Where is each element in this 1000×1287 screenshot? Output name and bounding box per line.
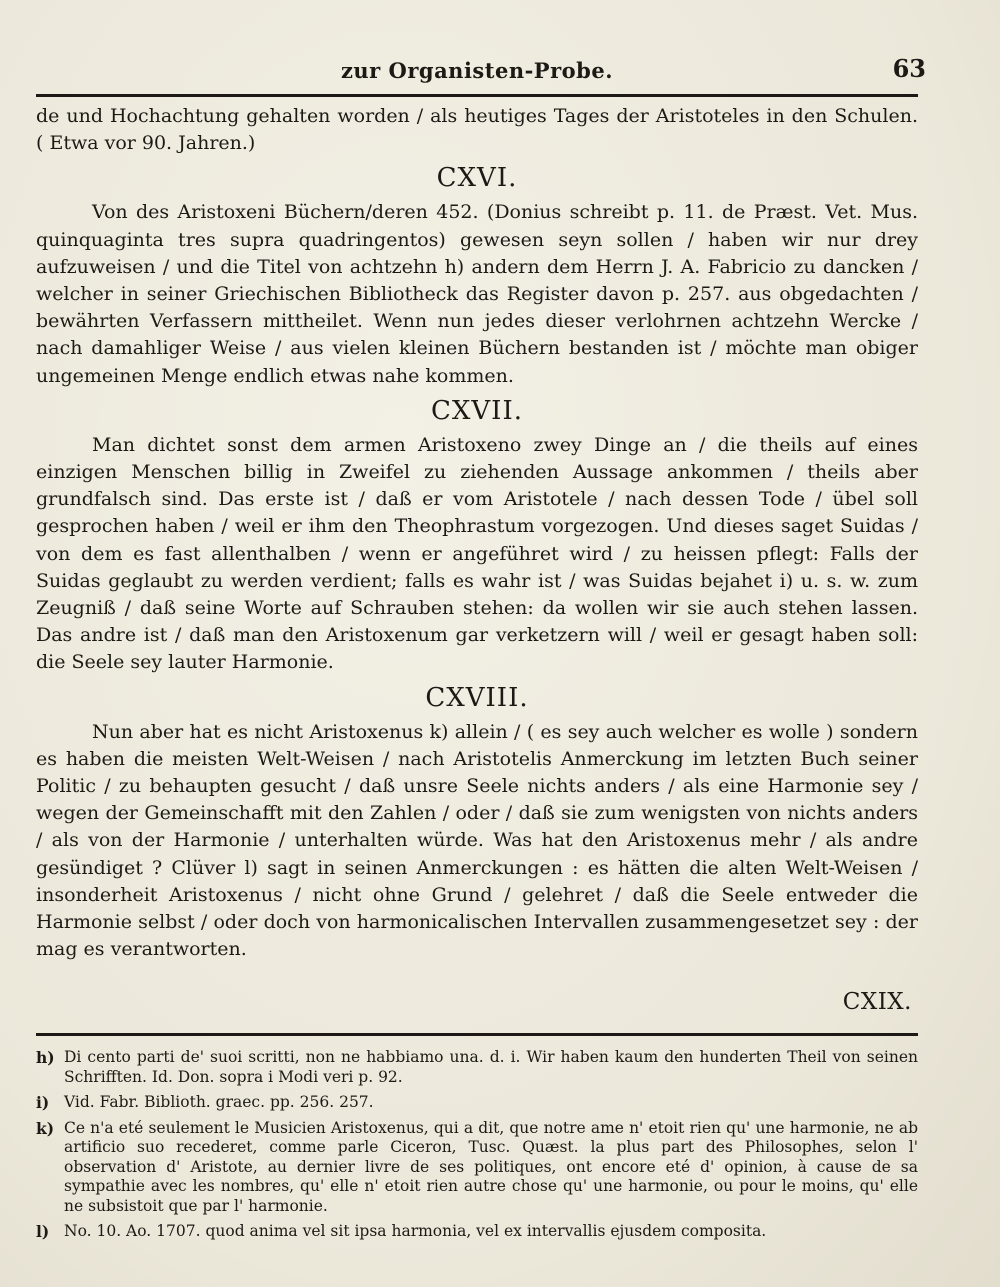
footnote-rule — [36, 1033, 918, 1036]
running-title: zur Organisten-Probe. — [340, 58, 614, 83]
intro-paragraph: de und Hochachtung gehalten worden / als heutiges Tages der Aristoteles in den Schulen. ( Etwa vor 90. Jahren.) — [36, 105, 918, 155]
footnote-text: No. 10. Ao. 1707. quod anima vel sit ipsa harmonia, vel ex intervallis ejusdem composita. — [64, 1222, 767, 1241]
footnote-k — [36, 1119, 918, 1217]
section-heading-cxvii: CXVII. — [431, 395, 523, 426]
section-text-cxvii: Man dichtet sonst dem armen Aristoxeno zwey Dinge an / die theils auf eines einzigen Menschen billig in Zweifel zu ziehenden Aussage ankommen / theils aber grundfalsch sind. Das erste ist / daß er vom Aristotele / nach dessen Tode / übel soll gesprochen haben / weil er ihm den Theophrastum vorgezogen. Und dieses saget Suidas / von dem es fast allenthalben / wenn er angeführet wird / zu heissen pflegt: Falls der Suidas geglaubt zu werden verdient; falls es wahr ist / was Suidas bejahet i) u. s. w. zum Zeugniß / daß seine Worte auf Schrauben stehen: da wollen wir sie auch stehen lassen. Das andre ist / daß man den Aristoxenum gar verketzern will / weil er gesagt haben soll: die Seele sey lauter Harmonie. — [36, 433, 918, 674]
catchword: CXIX. — [842, 989, 912, 1016]
footnote-mark: h) — [36, 1048, 55, 1068]
page-number: 63 — [892, 54, 926, 83]
footnote-text: Vid. Fabr. Biblioth. graec. pp. 256. 257. — [64, 1093, 374, 1112]
footnotes — [36, 1048, 918, 1242]
section-heading-cxvi: CXVI. — [436, 163, 518, 194]
footnote-mark: i) — [36, 1093, 50, 1113]
footnote-text: Di cento parti de' suoi scritti, non ne habbiamo una. d. i. Wir haben kaum den hunderten Theil von seinen Schrifften. Id. Don. sopra i Modi veri p. 92. — [64, 1048, 918, 1086]
footnote-h — [36, 1048, 918, 1087]
header-rule — [36, 94, 918, 97]
catchword-row — [36, 985, 918, 1025]
section-text-cxvi: Von des Aristoxeni Büchern/deren 452. (Donius schreibt p. 11. de Præst. Vet. Mus. quinquaginta tres supra quadringentos) gewesen seyn sollen / haben wir nur drey aufzuweisen / und die Titel von achtzehn h) andern dem Herrn J. A. Fabricio zu dancken / welcher in seiner Griechischen Bibliotheck das Register davon p. 257. aus obgedachten / bewährten Verfassern mittheilet. Wenn nun jedes dieser verlohrnen achtzehn Wercke / nach damahliger Weise / aus vielen kleinen Büchern bestanden ist / möchte man obiger ungemeinen Menge endlich etwas nahe kommen. — [36, 201, 918, 387]
footnote-text: Ce n'a eté seulement le Musicien Aristoxenus, qui a dit, que notre ame n' etoit rien qu' une harmonie, ne ab artificio suo recederet, comme parle Ciceron, Tusc. Quæst. la plus part des Philosophes, selon l' observation d' Aristote, au dernier livre de ses politiques, ont encore eté d' opinion, à cause de sa sympathie avec les nombres, qu' elle n' etoit rien autre chose qu' une harmonie, ou pour le moins, qu' elle ne subsistoit que par l' harmonie. — [64, 1118, 918, 1215]
main-text — [36, 103, 918, 1025]
footnote-mark: k) — [36, 1118, 55, 1138]
footnote-i — [36, 1093, 918, 1113]
section-heading-cxviii: CXVIII. — [425, 682, 529, 713]
footnote-mark: l) — [36, 1222, 50, 1242]
section-text-cxviii: Nun aber hat es nicht Aristoxenus k) allein / ( es sey auch welcher es wolle ) sondern es haben die meisten Welt-Weisen / nach Aristotelis Anmerckung im letzten Buch seiner Politic / zu behaupten gesucht / daß unsre Seele nichts anders / als eine Harmonie sey / wegen der Gemeinschafft mit den Zahlen / oder / daß sie zum wenigsten von nichts anders / als von der Harmonie / unterhalten würde. Was hat den Aristoxenus mehr / als andre gesündiget ? Clüver l) sagt in seinen Anmerckungen : es hätten die alten Welt-Weisen / insonderheit Aristoxenus / nicht ohne Grund / gelehret / daß die Seele entweder die Harmonie selbst / oder doch von harmonicalischen Intervallen zusammengesetzet sey : der mag es verantworten. — [36, 720, 918, 961]
footnote-l — [36, 1222, 918, 1242]
page-header — [36, 50, 926, 94]
